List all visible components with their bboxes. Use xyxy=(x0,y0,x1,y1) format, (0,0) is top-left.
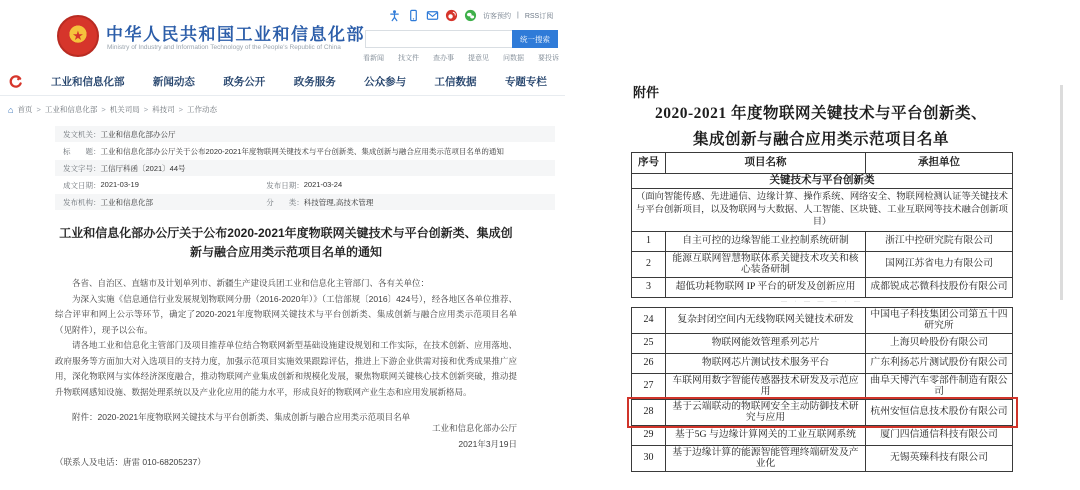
breadcrumb-tech-dept[interactable]: 科技司 xyxy=(152,105,175,114)
breadcrumb-separator: > xyxy=(36,105,41,114)
row-number: 1 xyxy=(632,232,666,251)
meta-dates: 成文日期： 2021-03-19 发布日期： 2021-03-24 xyxy=(63,179,343,190)
table-row xyxy=(632,251,1012,277)
header-no: 序号 xyxy=(632,153,666,173)
breadcrumb-departments[interactable]: 机关司局 xyxy=(109,105,140,114)
signature-block xyxy=(55,420,517,452)
meta-publisher-category: 发布机构： 工业和信息化部 分 类： 科技管理,高技术管理 xyxy=(55,194,555,210)
search-box xyxy=(365,30,558,48)
table-row xyxy=(632,308,1012,333)
breadcrumb-work-updates[interactable]: 工作动态 xyxy=(187,105,217,114)
weibo-icon[interactable] xyxy=(445,9,458,22)
row-number: 26 xyxy=(632,354,666,373)
nav-item-gov-services[interactable]: 政务服务 xyxy=(293,76,336,88)
emblem-star-icon: ★ xyxy=(72,28,84,43)
wechat-icon[interactable] xyxy=(464,9,477,22)
breadcrumb xyxy=(8,104,217,115)
table-header-row xyxy=(632,153,1012,173)
quick-link-news[interactable]: 看新闻 xyxy=(363,55,384,62)
quick-link-feedback[interactable]: 提意见 xyxy=(468,55,489,62)
undertaking-unit: 浙江中控研究院有限公司 xyxy=(885,235,993,247)
row-number: 30 xyxy=(632,446,666,471)
nav-item-news[interactable]: 新闻动态 xyxy=(152,76,195,88)
undertaking-unit: 成都锐成芯微科技股份有限公司 xyxy=(870,281,1008,293)
table-row xyxy=(632,353,1012,373)
rss-link[interactable]: RSS订阅 xyxy=(524,12,554,20)
section-note-row: （面向智能传感、先进通信、边缘计算、操作系统、网络安全、物联网检测认证等关键技术与平台创新项目，以及物联网与大数据、人工智能、区块链、工业互联网等技术融合创新项目） xyxy=(632,188,1012,231)
sign-date: 2021年3月19日 xyxy=(458,439,517,449)
quick-link-data[interactable]: 问数据 xyxy=(503,55,524,62)
project-name: 能源互联网智慧物联体系关键技术攻关和核心装备研制 xyxy=(666,252,866,277)
attachment-title-line2: 集成创新与融合应用类示范项目名单 xyxy=(692,131,949,148)
breadcrumb-home[interactable]: 首页 xyxy=(17,105,33,114)
row-number: 3 xyxy=(632,278,666,297)
site-title: 中华人民共和国工业和信息化部 xyxy=(106,25,365,44)
row-number: 24 xyxy=(632,308,666,333)
breadcrumb-separator: > xyxy=(101,105,106,114)
nav-item-gov-disclosure[interactable]: 政务公开 xyxy=(223,76,266,88)
visitor-appointment-link[interactable]: 访客预约 xyxy=(483,12,511,20)
table-segment-bottom xyxy=(631,307,1013,472)
quick-links xyxy=(363,53,559,63)
topbar-divider: | xyxy=(517,12,519,19)
notice-paragraph: 为深入实施《信息通信行业发展规划物联网分册（2016-2020年）》（工信部规〔2016〕424号），经各地区各单位推荐、综合评审和网上公示等环节，确定了2020-2021年度物联网关键技术与平台创新类、集成创新与融合应用类示范项目名单（见附件），现予以公布。 xyxy=(55,293,517,335)
project-name: 复杂封闭空间内无线物联网关键技术研发 xyxy=(666,308,866,333)
project-name: 基于云端联动的物联网安全主动防御技术研究与应用 xyxy=(666,400,866,425)
accessibility-icon[interactable] xyxy=(388,9,401,22)
undertaking-unit: 广东利扬芯片测试股份有限公司 xyxy=(870,357,1008,369)
table-segment-top xyxy=(631,152,1013,298)
main-nav xyxy=(0,68,565,96)
quick-link-complaint[interactable]: 要投诉 xyxy=(538,55,559,62)
attachment-label: 附件 xyxy=(633,85,660,100)
search-input[interactable] xyxy=(365,30,512,48)
notice-title: 工业和信息化部办公厅关于公布2020-2021年度物联网关键技术与平台创新类、集成创新与融合应用类示范项目名单的通知 xyxy=(59,226,513,259)
meta-title: 标 题： 工业和信息化部办公厅关于公布2020-2021年度物联网关键技术与平台创新类、集成创新与融合应用类示范项目名单的通知 xyxy=(63,146,504,156)
site-title-english: Ministry of Industry and Information Technology of the People's Republic of China xyxy=(107,44,341,51)
table-row xyxy=(632,445,1012,471)
breadcrumb-separator: > xyxy=(143,105,149,114)
attachment-panel xyxy=(625,0,1025,490)
nav-item-data[interactable]: 工信数据 xyxy=(434,76,477,88)
project-name: 超低功耗物联网 IP 平台的研发及创新应用 xyxy=(666,278,866,297)
attachment-title-line1: 2020-2021 年度物联网关键技术与平台创新类、 xyxy=(654,105,988,122)
project-name: 基于边缘计算的能源智能管理终端研发及产业化 xyxy=(666,446,866,471)
row-number: 28 xyxy=(632,400,666,425)
table-row xyxy=(632,277,1012,297)
nav-item-participation[interactable]: 公众参与 xyxy=(364,76,407,88)
undertaking-unit: 杭州安恒信息技术股份有限公司 xyxy=(870,406,1008,418)
meta-doc-number: 发文字号： 工信厅科函〔2021〕44号 xyxy=(55,160,555,176)
national-emblem[interactable] xyxy=(57,15,99,57)
table-row xyxy=(632,425,1012,445)
table-row xyxy=(632,333,1012,353)
project-name: 物联网能效管理系列芯片 xyxy=(666,334,866,353)
notice-attachment-line[interactable]: 附件：2020-2021年度物联网关键技术与平台创新类、集成创新与融合应用类示范项目名单 xyxy=(72,412,411,422)
quick-link-files[interactable]: 找文件 xyxy=(398,55,419,62)
notice-salutation: 各省、自治区、直辖市及计划单列市、新疆生产建设兵团工业和信息化主管部门、各有关单位： xyxy=(72,278,430,288)
top-utility-bar xyxy=(388,9,553,22)
undertaking-unit: 上海贝岭股份有限公司 xyxy=(890,337,988,349)
mobile-icon[interactable] xyxy=(407,9,420,22)
scan-page-edge xyxy=(1060,85,1063,300)
row-number: 2 xyxy=(632,252,666,277)
row-number: 25 xyxy=(632,334,666,353)
project-name: 车联网用数字智能传感器技术研发及示范应用 xyxy=(666,374,866,399)
project-name: 基于5G 与边缘计算网关的工业互联网系统 xyxy=(666,426,866,445)
row-number: 29 xyxy=(632,426,666,445)
table-row xyxy=(632,373,1012,399)
project-table xyxy=(631,152,1013,472)
table-omitted-rows-gap: — · — — — · — xyxy=(781,299,863,305)
undertaking-unit: 厦门四信通信科技有限公司 xyxy=(880,429,998,441)
table-row xyxy=(632,399,1012,425)
breadcrumb-separator: > xyxy=(178,105,183,114)
undertaking-unit: 国网江苏省电力有限公司 xyxy=(885,258,993,270)
search-button[interactable]: 统一搜索 xyxy=(512,30,558,48)
table-row xyxy=(632,231,1012,251)
notice-body xyxy=(55,276,517,426)
mail-icon[interactable] xyxy=(426,9,439,22)
notice-paragraph: 请各地工业和信息化主管部门及项目推荐单位结合物联网新型基础设施建设规划和工作实际，在技术创新、应用落地、政府服务等方面加大对入选项目的支持力度，加强示范项目实施效果跟踪评估，推进上下游企业供需对接和优秀成果推广应用，深化物联网与实体经济深度融合，推动物联网产业集成创新和规模化发展，聚焦物联网关键核心技术创新突破，推动提升物联网感知设施、数据处理系统以及产业化应用的能力水平，形成良好的物联网产业生态和应用发展新格局。 xyxy=(55,340,517,397)
header-project-name: 项目名称 xyxy=(666,153,866,173)
section-title-row: 关键技术与平台创新类 xyxy=(632,173,1012,188)
document-metadata xyxy=(55,126,555,211)
nav-item-miit[interactable]: 工业和信息化部 xyxy=(51,76,125,88)
undertaking-unit: 中国电子科技集团公司第五十四研究所 xyxy=(870,308,1008,331)
quick-link-services[interactable]: 查办事 xyxy=(433,55,454,62)
miit-logo-icon xyxy=(8,74,23,89)
project-name: 物联网芯片测试技术服务平台 xyxy=(666,354,866,373)
project-name: 自主可控的边缘智能工业控制系统研制 xyxy=(666,232,866,251)
breadcrumb-miit[interactable]: 工业和信息化部 xyxy=(44,105,98,114)
meta-issuing-office: 发文机关： 工业和信息化部办公厅 xyxy=(55,126,555,142)
row-number: 27 xyxy=(632,374,666,399)
header-undertaking-unit: 承担单位 xyxy=(918,157,960,169)
home-icon[interactable]: ⌂ xyxy=(8,104,14,115)
signer: 工业和信息化部办公厅 xyxy=(431,423,517,433)
undertaking-unit: 曲阜天博汽车零部件制造有限公司 xyxy=(870,374,1008,397)
contact-line: （联系人及电话：唐雷 010-68205237） xyxy=(55,457,206,467)
nav-item-topics[interactable]: 专题专栏 xyxy=(504,76,547,88)
undertaking-unit: 无锡英臻科技有限公司 xyxy=(890,452,988,464)
